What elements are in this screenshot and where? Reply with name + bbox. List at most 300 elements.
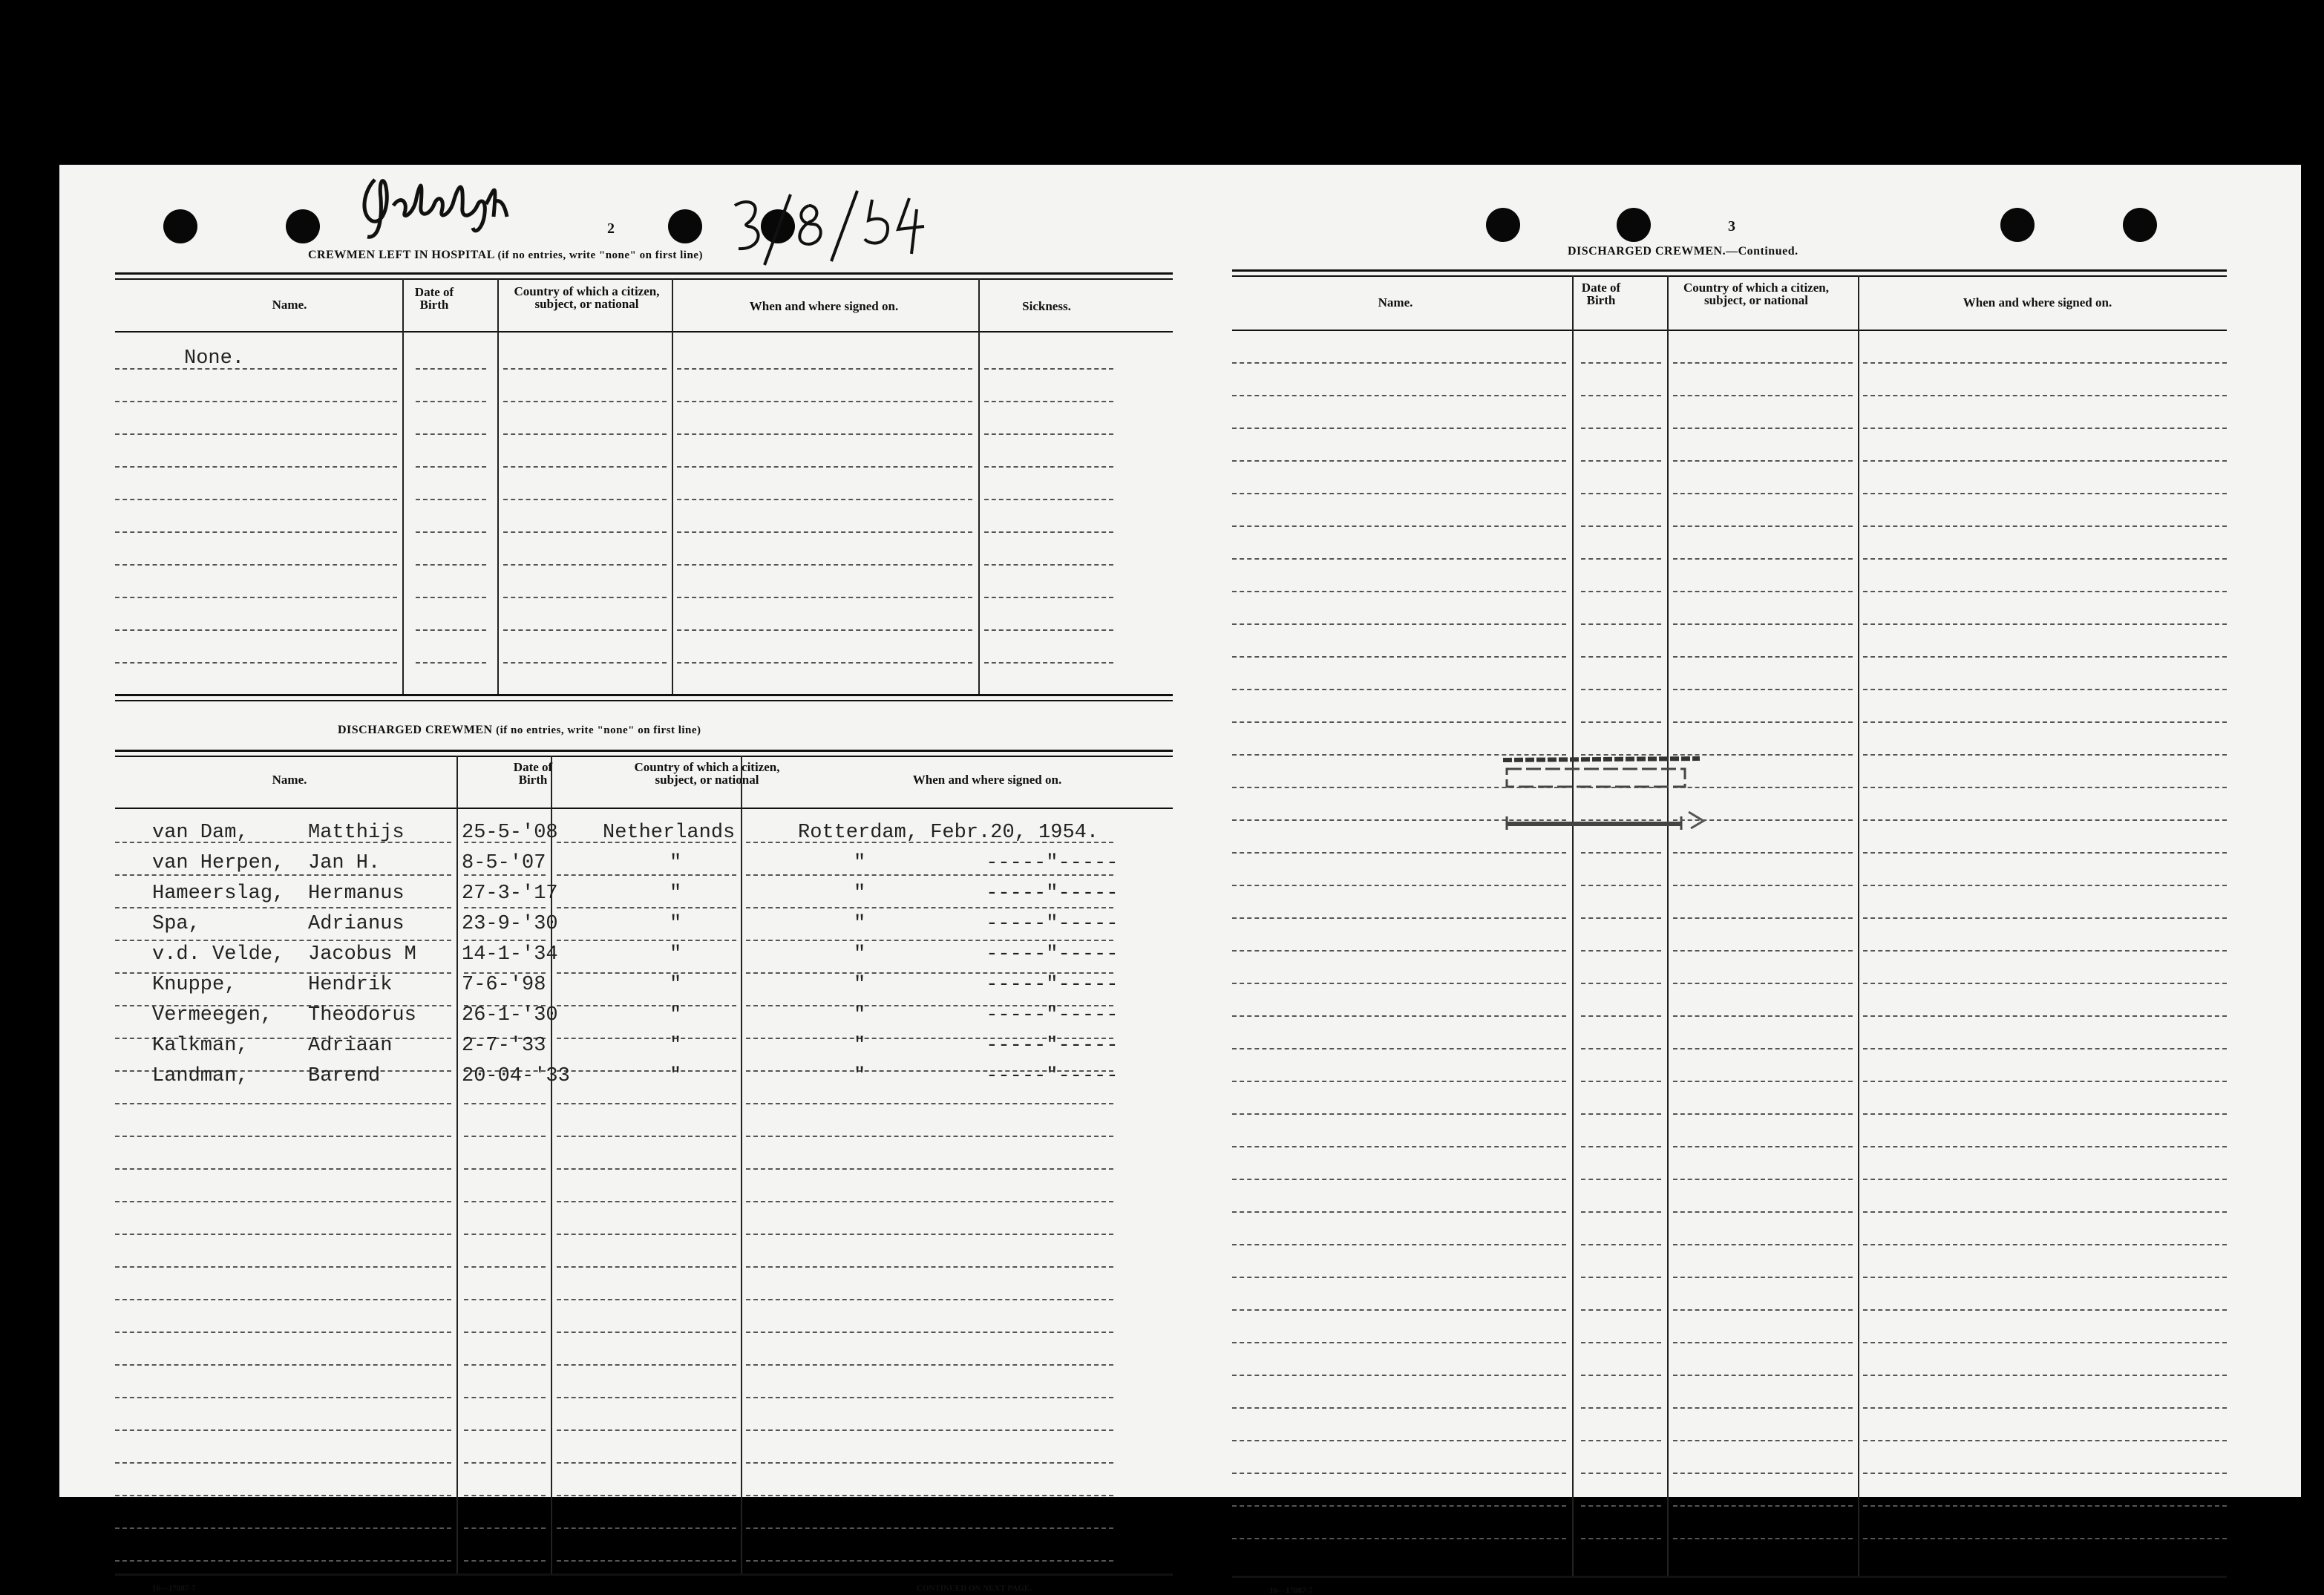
ruled-line	[416, 597, 486, 598]
ruled-line	[1673, 1113, 1853, 1115]
ruled-line	[1863, 1407, 2227, 1409]
row-given-name: Hermanus	[308, 882, 405, 905]
ruled-line	[1232, 721, 1566, 723]
ruled-line	[464, 940, 546, 941]
hospital-title: CREWMEN LEFT IN HOSPITAL	[308, 249, 495, 261]
ruled-line	[416, 466, 486, 468]
ruled-line	[1673, 558, 1853, 560]
ruled-line	[984, 564, 1113, 566]
punch-hole	[1486, 208, 1520, 242]
ruled-line	[984, 629, 1113, 631]
ruled-line	[1863, 754, 2227, 756]
ruled-line	[115, 940, 451, 941]
rule	[115, 694, 1173, 696]
right-page	[1195, 165, 2301, 1595]
ruled-line	[677, 564, 972, 566]
ruled-line	[677, 629, 972, 631]
row-given-name: Adriaan	[308, 1035, 393, 1057]
ruled-line	[1673, 819, 1853, 821]
row-country: "	[670, 913, 682, 935]
col-divider	[1667, 275, 1669, 1576]
row-surname: Landman,	[152, 1065, 249, 1087]
ruled-line	[1673, 1440, 1853, 1441]
ruled-line	[1863, 689, 2227, 690]
ruled-line	[1232, 1277, 1566, 1278]
ruled-line	[557, 972, 736, 974]
ruled-line	[677, 597, 972, 598]
row-surname: Knuppe,	[152, 974, 237, 996]
row-signed-on: " -----"-----	[854, 974, 1119, 996]
row-signed-on: Rotterdam, Febr.20, 1954.	[798, 822, 1099, 844]
ruled-line	[1232, 1015, 1566, 1017]
ruled-line	[1232, 852, 1566, 854]
ruled-line	[464, 1397, 546, 1398]
page-number: 3	[1728, 218, 1735, 235]
row-signed-on: " -----"-----	[854, 1004, 1119, 1026]
ruled-line	[1673, 950, 1853, 952]
ruled-line	[1581, 917, 1661, 919]
ruled-line	[416, 564, 486, 566]
ruled-line	[1673, 428, 1853, 429]
row-given-name: Hendrik	[308, 974, 393, 996]
rule	[1232, 269, 2227, 272]
punch-hole	[163, 209, 197, 243]
row-given-name: Matthijs	[308, 822, 405, 844]
ruled-line	[746, 1364, 1113, 1366]
ruled-line	[503, 401, 667, 402]
col-name: Name.	[272, 773, 307, 787]
ruled-line	[1581, 819, 1661, 821]
ruled-line	[746, 1495, 1113, 1496]
ruled-line	[1673, 1375, 1853, 1376]
ruled-line	[1673, 1309, 1853, 1311]
ruled-line	[1581, 1048, 1661, 1049]
ruled-line	[1673, 1277, 1853, 1278]
ruled-line	[1863, 1015, 2227, 1017]
punch-hole	[668, 209, 702, 243]
ruled-line	[557, 1429, 736, 1431]
col-divider	[1572, 275, 1574, 1576]
rule	[115, 756, 1173, 757]
handwritten-date	[720, 183, 943, 272]
row-dob: 7-6-'98	[462, 974, 546, 996]
ruled-line	[115, 1201, 451, 1202]
col-country: Country of which a citizen, subject, or national	[634, 760, 780, 787]
ruled-line	[464, 1560, 546, 1562]
ruled-line	[984, 662, 1113, 664]
ruled-line	[1863, 1146, 2227, 1147]
ruled-line	[1673, 721, 1853, 723]
ruled-line	[1232, 885, 1566, 886]
ruled-line	[1232, 787, 1566, 788]
discharged-title: DISCHARGED CREWMEN	[338, 724, 493, 736]
ruled-line	[557, 1364, 736, 1366]
ruled-line	[1581, 591, 1661, 592]
ruled-line	[416, 401, 486, 402]
ruled-line	[1863, 721, 2227, 723]
col-country: Country of which a citizen, subject, or national	[514, 284, 660, 311]
row-surname: van Herpen,	[152, 852, 285, 874]
ruled-line	[1581, 525, 1661, 527]
ruled-line	[1863, 656, 2227, 658]
ruled-line	[115, 1429, 451, 1431]
ruled-line	[1581, 885, 1661, 886]
punch-hole	[1617, 208, 1651, 242]
ruled-line	[1673, 395, 1853, 396]
ruled-line	[464, 1266, 546, 1268]
ruled-line	[746, 1462, 1113, 1464]
ruled-line	[115, 368, 397, 370]
rule	[115, 1573, 1173, 1576]
ruled-line	[1232, 1342, 1566, 1343]
ruled-line	[115, 466, 397, 468]
ruled-line	[1232, 591, 1566, 592]
ruled-line	[557, 1560, 736, 1562]
ruled-line	[115, 401, 397, 402]
ruled-line	[1581, 1113, 1661, 1115]
ruled-line	[677, 368, 972, 370]
hospital-entry-none: None.	[184, 347, 245, 370]
ruled-line	[1232, 362, 1566, 364]
ruled-line	[1581, 689, 1661, 690]
ruled-line	[677, 433, 972, 435]
ruled-line	[1232, 493, 1566, 494]
punch-hole	[2123, 208, 2157, 242]
ruled-line	[1673, 1179, 1853, 1180]
ruled-line	[1863, 1342, 2227, 1343]
row-country: Netherlands	[603, 822, 736, 844]
row-dob: 14-1-'34	[462, 943, 558, 966]
ruled-line	[1581, 428, 1661, 429]
row-given-name: Theodorus	[308, 1004, 416, 1026]
footer-continued: CONTINUED ON NEXT PAGE.	[917, 1584, 1032, 1593]
discharged-title-row	[338, 724, 701, 737]
ruled-line	[115, 907, 451, 908]
punch-hole	[2000, 208, 2035, 242]
ruled-line	[1581, 1473, 1661, 1474]
row-given-name: Jan H.	[308, 852, 381, 874]
ruled-line	[1863, 917, 2227, 919]
ruled-line	[746, 1527, 1113, 1529]
ruled-line	[746, 1332, 1113, 1333]
ruled-line	[1581, 460, 1661, 462]
ruled-line	[1673, 1146, 1853, 1147]
ruled-line	[746, 874, 1113, 876]
ruled-line	[984, 401, 1113, 402]
ruled-line	[1673, 1538, 1853, 1539]
ruled-line	[1232, 428, 1566, 429]
row-country: "	[670, 974, 682, 996]
col-divider	[672, 278, 673, 694]
ruled-line	[1232, 754, 1566, 756]
ruled-line	[746, 907, 1113, 908]
ruled-line	[557, 1527, 736, 1529]
ruled-line	[746, 1560, 1113, 1562]
col-divider	[402, 278, 404, 694]
ruled-line	[557, 1136, 736, 1137]
ruled-line	[557, 874, 736, 876]
ruled-line	[1581, 1277, 1661, 1278]
ruled-line	[1673, 1342, 1853, 1343]
ruled-line	[115, 662, 397, 664]
row-dob: 26-1-'30	[462, 1004, 558, 1026]
ruled-line	[1863, 460, 2227, 462]
row-country: "	[670, 882, 682, 905]
ruled-line	[557, 1168, 736, 1170]
ruled-line	[115, 531, 397, 533]
col-dob: Date of Birth	[1581, 281, 1621, 307]
ruled-line	[115, 1462, 451, 1464]
ruled-line	[1673, 362, 1853, 364]
ruled-line	[984, 466, 1113, 468]
ruled-line	[1863, 1277, 2227, 1278]
ruled-line	[746, 1429, 1113, 1431]
ruled-line	[1863, 950, 2227, 952]
ruled-line	[1673, 1015, 1853, 1017]
col-divider	[741, 756, 742, 1573]
ruled-line	[115, 597, 397, 598]
row-surname: van Dam,	[152, 822, 249, 844]
discharged-title-note: (if no entries, write "none" on first line)	[496, 724, 701, 736]
ruled-line	[1232, 1048, 1566, 1049]
ruled-line	[1232, 950, 1566, 952]
ruled-line	[1863, 1113, 2227, 1115]
ruled-line	[115, 433, 397, 435]
row-surname: Vermeegen,	[152, 1004, 273, 1026]
ruled-line	[1232, 460, 1566, 462]
ruled-line	[557, 1005, 736, 1006]
ruled-line	[746, 1136, 1113, 1137]
row-country: "	[670, 1035, 682, 1057]
ruled-line	[1863, 1081, 2227, 1082]
ruled-line	[1581, 656, 1661, 658]
ruled-line	[557, 1299, 736, 1300]
row-given-name: Barend	[308, 1065, 381, 1087]
punch-hole	[286, 209, 320, 243]
ruled-line	[1673, 983, 1853, 984]
row-surname: v.d. Velde,	[152, 943, 285, 966]
page-number: 2	[607, 220, 615, 237]
ruled-line	[1863, 525, 2227, 527]
ruled-line	[115, 1560, 451, 1562]
ruled-line	[557, 1332, 736, 1333]
ruled-line	[503, 564, 667, 566]
rule	[1232, 1576, 2227, 1578]
ruled-line	[464, 1168, 546, 1170]
hospital-title-note: (if no entries, write "none" on first line)	[497, 249, 703, 261]
ruled-line	[503, 597, 667, 598]
ruled-line	[464, 1462, 546, 1464]
ruled-line	[1581, 1309, 1661, 1311]
ruled-line	[464, 1234, 546, 1235]
ruled-line	[1673, 1473, 1853, 1474]
ruled-line	[416, 629, 486, 631]
ruled-line	[1232, 1375, 1566, 1376]
ruled-line	[746, 1266, 1113, 1268]
ruled-line	[1581, 1211, 1661, 1213]
ruled-line	[1581, 787, 1661, 788]
row-dob: 23-9-'30	[462, 913, 558, 935]
ruled-line	[1863, 591, 2227, 592]
ruled-line	[557, 1201, 736, 1202]
row-given-name: Jacobus M	[308, 943, 416, 966]
ruled-line	[1581, 395, 1661, 396]
footer-form-number: 16—17887-7	[1269, 1586, 1313, 1595]
ruled-line	[1232, 1473, 1566, 1474]
ruled-line	[464, 1495, 546, 1496]
row-signed-on: " -----"-----	[854, 882, 1119, 905]
ruled-line	[503, 368, 667, 370]
ruled-line	[1863, 1179, 2227, 1180]
ruled-line	[1232, 656, 1566, 658]
ruled-line	[1673, 689, 1853, 690]
row-dob: 25-5-'08	[462, 822, 558, 844]
ruled-line	[746, 1201, 1113, 1202]
ruled-line	[1232, 1407, 1566, 1409]
ruled-line	[746, 1397, 1113, 1398]
row-surname: Kalkman,	[152, 1035, 249, 1057]
ruled-line	[503, 629, 667, 631]
ruled-line	[1581, 950, 1661, 952]
ruled-line	[1863, 852, 2227, 854]
col-country: Country of which a citizen, subject, or national	[1683, 281, 1829, 307]
row-country: "	[670, 943, 682, 966]
ruled-line	[1863, 395, 2227, 396]
ruled-line	[1673, 852, 1853, 854]
ruled-line	[557, 1266, 736, 1268]
ruled-line	[1232, 1440, 1566, 1441]
ruled-line	[1673, 754, 1853, 756]
ruled-line	[1863, 1309, 2227, 1311]
ruled-line	[1673, 1505, 1853, 1507]
ruled-line	[557, 1234, 736, 1235]
ruled-line	[1863, 362, 2227, 364]
row-signed-on: " -----"-----	[854, 943, 1119, 966]
ruled-line	[1581, 1081, 1661, 1082]
ruled-line	[1581, 493, 1661, 494]
ruled-line	[1232, 558, 1566, 560]
row-country: "	[670, 1065, 682, 1087]
ruled-line	[1863, 819, 2227, 821]
ruled-line	[1673, 885, 1853, 886]
ruled-line	[557, 1070, 736, 1072]
ruled-line	[115, 1103, 451, 1104]
ruled-line	[464, 1103, 546, 1104]
row-dob: 2-7-'33	[462, 1035, 546, 1057]
ruled-line	[1863, 1211, 2227, 1213]
ruled-line	[464, 1429, 546, 1431]
ruled-line	[115, 1397, 451, 1398]
ruled-line	[1232, 1505, 1566, 1507]
ruled-line	[557, 1038, 736, 1039]
ruled-line	[1581, 558, 1661, 560]
ruled-line	[1863, 428, 2227, 429]
ruled-line	[1232, 623, 1566, 625]
ruled-line	[557, 1397, 736, 1398]
ruled-line	[1581, 1342, 1661, 1343]
ruled-line	[1232, 689, 1566, 690]
ruled-line	[464, 1201, 546, 1202]
ruled-line	[677, 499, 972, 500]
ruled-line	[115, 1332, 451, 1333]
ruled-line	[746, 1103, 1113, 1104]
rule	[115, 750, 1173, 752]
ruled-line	[746, 1168, 1113, 1170]
ruled-line	[1232, 1146, 1566, 1147]
col-signed-on: When and where signed on.	[749, 299, 899, 313]
ruled-line	[1673, 787, 1853, 788]
left-page	[59, 165, 1195, 1593]
ruled-line	[503, 433, 667, 435]
rule	[115, 278, 1173, 280]
ruled-line	[1232, 395, 1566, 396]
ruled-line	[115, 1168, 451, 1170]
ruled-line	[1673, 1211, 1853, 1213]
ruled-line	[1863, 1505, 2227, 1507]
row-country: "	[670, 1004, 682, 1026]
col-signed-on: When and where signed on.	[1963, 295, 2112, 309]
ruled-line	[677, 662, 972, 664]
ruled-line	[115, 1364, 451, 1366]
ruled-line	[464, 874, 546, 876]
ruled-line	[115, 1234, 451, 1235]
row-surname: Hameerslag,	[152, 882, 285, 905]
ruled-line	[115, 1136, 451, 1137]
ruled-line	[503, 662, 667, 664]
ruled-line	[677, 401, 972, 402]
ruled-line	[557, 907, 736, 908]
ruled-line	[557, 940, 736, 941]
ruled-line	[1232, 1081, 1566, 1082]
col-dob: Date of Birth	[513, 760, 553, 787]
ruled-line	[416, 368, 486, 370]
ruled-line	[1863, 1244, 2227, 1245]
ruled-line	[1863, 1473, 2227, 1474]
rule	[1232, 275, 2227, 277]
ruled-line	[1863, 787, 2227, 788]
ruled-line	[984, 597, 1113, 598]
ruled-line	[1232, 1113, 1566, 1115]
ink-stamp	[1492, 736, 1729, 840]
ruled-line	[1863, 1440, 2227, 1441]
ruled-line	[464, 907, 546, 908]
ruled-line	[416, 499, 486, 500]
ruled-line	[115, 499, 397, 500]
col-dob: Date of Birth	[414, 285, 454, 312]
ruled-line	[1863, 493, 2227, 494]
rule	[1232, 330, 2227, 331]
ruled-line	[115, 564, 397, 566]
ruled-line	[677, 531, 972, 533]
ruled-line	[1863, 1538, 2227, 1539]
row-dob: 20-04-'33	[462, 1065, 570, 1087]
ruled-line	[557, 1462, 736, 1464]
ruled-line	[1232, 525, 1566, 527]
ruled-line	[1863, 558, 2227, 560]
ruled-line	[1232, 1179, 1566, 1180]
rule	[115, 700, 1173, 701]
ruled-line	[503, 531, 667, 533]
row-surname: Spa,	[152, 913, 200, 935]
ruled-line	[557, 1495, 736, 1496]
ruled-line	[1581, 623, 1661, 625]
ruled-line	[677, 466, 972, 468]
hospital-section-title	[308, 249, 703, 262]
col-name: Name.	[1378, 295, 1413, 309]
ruled-line	[557, 1103, 736, 1104]
ruled-line	[1581, 1407, 1661, 1409]
ruled-line	[1673, 1048, 1853, 1049]
